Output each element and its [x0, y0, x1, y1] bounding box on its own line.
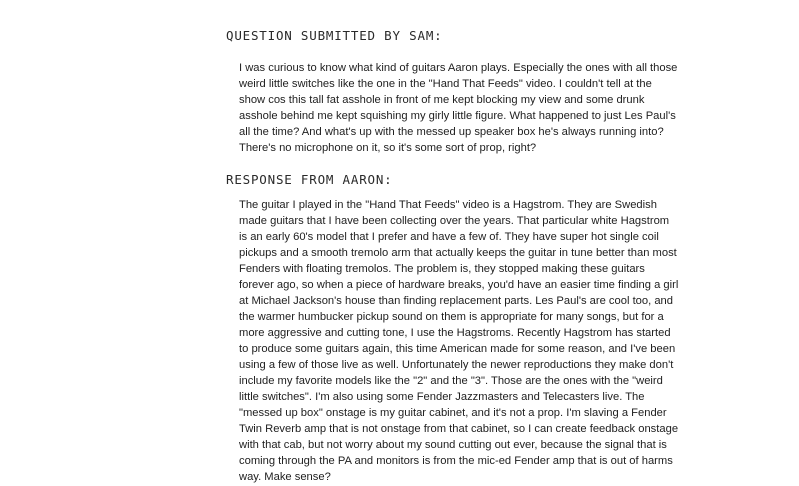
response-heading: RESPONSE FROM AARON:	[226, 172, 393, 187]
question-heading: QUESTION SUBMITTED BY SAM:	[226, 28, 443, 43]
question-body: I was curious to know what kind of guitars Aaron plays. Especially the ones with all those weird little switches like the one in the "Hand That Feeds" video. I couldn't tell at the show cos this tall fat asshole in front of me kept blocking my view and some drunk asshole behind me kept squishing my girly little figure. What happened to just Les Paul's all the time? And what's up with the messed up speaker box he's always running into? There's no microphone on it, so it's some sort of prop, right?	[239, 62, 678, 154]
response-body: The guitar I played in the "Hand That Feeds" video is a Hagstrom. They are Swedish made guitars that I have been collecting over the years. That particular white Hagstrom is an early 60's model that I prefer and have a few of. They have super hot single coil pickups and a smooth tremolo arm that actually keeps the guitar in tune better than most Fenders with floating tremolos. The problem is, they stopped making these guitars forever ago, so when a piece of hardware breaks, you'd have an easier time finding a girl at Michael Jackson's house than finding replacement parts. Les Paul's are cool too, and the warmer humbucker pickup sound on them is appropriate for many songs, but for a more aggressive and cutting tone, I use the Hagstroms. Recently Hagstrom has started to produce some guitars again, this time American made for some reason, and I've been using a few of those live as well. Unfortunately the newer reproductions they make don't include my favorite models like the "2" and the "3". Those are the ones with the "weird little switches". I'm also using some Fender Jazzmasters and Telecasters live. The "messed up box" onstage is my guitar cabinet, and it's not a prop. I'm slaving a Fender Twin Reverb amp that is not onstage from that cabinet, so I can create feedback onstage with that cab, but not worry about my sound cutting out ever, because the signal that is coming through the PA and monitors is from the mic-ed Fender amp that is out of harms way. Make sense?	[239, 199, 679, 483]
